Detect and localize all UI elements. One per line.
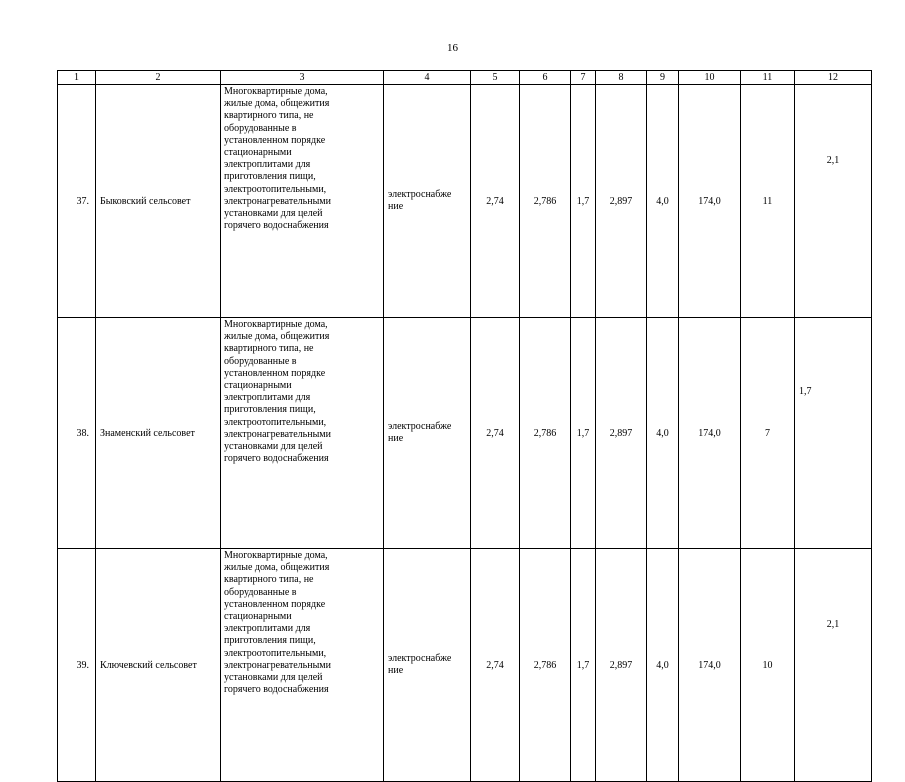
consumer-category bbox=[221, 318, 384, 549]
header-cell-9: 9 bbox=[647, 71, 679, 85]
cell-col-10: 174,0 bbox=[679, 549, 741, 782]
consumer-category bbox=[221, 549, 384, 782]
cell-col-5: 2,74 bbox=[471, 549, 520, 782]
table-row bbox=[58, 318, 872, 549]
service-line: ние bbox=[388, 201, 404, 212]
cell-col-11: 7 bbox=[741, 318, 795, 549]
desc-line: установками для целей bbox=[224, 672, 323, 684]
desc-line: стационарными bbox=[224, 611, 292, 623]
header-cell-6: 6 bbox=[520, 71, 571, 85]
desc-line: горячего водоснабжения bbox=[224, 220, 329, 232]
desc-line: квартирного типа, не bbox=[224, 343, 314, 355]
header-cell-8: 8 bbox=[596, 71, 647, 85]
desc-line: Многоквартирные дома, bbox=[224, 86, 328, 97]
cell-col-7: 1,7 bbox=[571, 549, 596, 782]
cell-col-6: 2,786 bbox=[520, 85, 571, 318]
desc-line: установленном порядке bbox=[224, 134, 326, 146]
service-line: электроснабже bbox=[388, 421, 452, 432]
header-cell-12: 12 bbox=[795, 71, 872, 85]
desc-line: электроотопительными, bbox=[224, 183, 327, 195]
cell-col-12: 1,7 bbox=[795, 318, 872, 549]
cell-col-5: 2,74 bbox=[471, 318, 520, 549]
desc-line: электронагревательными bbox=[224, 428, 331, 440]
cell-col-6: 2,786 bbox=[520, 318, 571, 549]
desc-line: Многоквартирные дома, bbox=[224, 550, 328, 561]
desc-line: оборудованные в bbox=[224, 355, 297, 367]
desc-line: жилые дома, общежития bbox=[224, 98, 330, 110]
desc-line: приготовления пищи, bbox=[224, 171, 316, 183]
service-type bbox=[384, 318, 471, 549]
cell-col-6: 2,786 bbox=[520, 549, 571, 782]
cell-col-10: 174,0 bbox=[679, 85, 741, 318]
service-type bbox=[384, 549, 471, 782]
header-row bbox=[58, 71, 872, 85]
row-number: 37. bbox=[58, 85, 96, 318]
header-cell-2: 2 bbox=[96, 71, 221, 85]
cell-col-9: 4,0 bbox=[647, 85, 679, 318]
cell-col-9: 4,0 bbox=[647, 549, 679, 782]
desc-line: электронагревательными bbox=[224, 195, 331, 207]
desc-line: электронагревательными bbox=[224, 659, 331, 671]
header-cell-10: 10 bbox=[679, 71, 741, 85]
desc-line: установленном порядке bbox=[224, 598, 326, 610]
row-number: 38. bbox=[58, 318, 96, 549]
desc-line: установками для целей bbox=[224, 441, 323, 453]
cell-col-10: 174,0 bbox=[679, 318, 741, 549]
desc-line: стационарными bbox=[224, 380, 292, 392]
cell-col-12: 2,1 bbox=[795, 549, 872, 782]
table-row bbox=[58, 549, 872, 782]
desc-line: установленном порядке bbox=[224, 367, 326, 379]
cell-col-9: 4,0 bbox=[647, 318, 679, 549]
cell-col-11: 11 bbox=[741, 85, 795, 318]
header-cell-11: 11 bbox=[741, 71, 795, 85]
desc-line: квартирного типа, не bbox=[224, 110, 314, 122]
page-number: 16 bbox=[447, 42, 458, 54]
cell-col-12: 2,1 bbox=[795, 85, 872, 318]
service-line: ние bbox=[388, 433, 404, 444]
header-cell-1: 1 bbox=[58, 71, 96, 85]
consumer-category bbox=[221, 85, 384, 318]
desc-line: электроотопительными, bbox=[224, 416, 327, 428]
cell-col-7: 1,7 bbox=[571, 85, 596, 318]
desc-line: горячего водоснабжения bbox=[224, 684, 329, 696]
desc-line: стационарными bbox=[224, 147, 292, 159]
desc-line: оборудованные в bbox=[224, 586, 297, 598]
cell-col-8: 2,897 bbox=[596, 318, 647, 549]
service-line: электроснабже bbox=[388, 189, 452, 200]
desc-line: жилые дома, общежития bbox=[224, 562, 330, 574]
header-cell-4: 4 bbox=[384, 71, 471, 85]
tariff-table bbox=[57, 70, 872, 782]
header-cell-5: 5 bbox=[471, 71, 520, 85]
service-type bbox=[384, 85, 471, 318]
desc-line: оборудованные в bbox=[224, 122, 297, 134]
row-number: 39. bbox=[58, 549, 96, 782]
desc-line: квартирного типа, не bbox=[224, 574, 314, 586]
table-row bbox=[58, 85, 872, 318]
desc-line: приготовления пищи, bbox=[224, 635, 316, 647]
cell-col-11: 10 bbox=[741, 549, 795, 782]
cell-col-8: 2,897 bbox=[596, 549, 647, 782]
desc-line: электроплитами для bbox=[224, 392, 311, 404]
cell-col-5: 2,74 bbox=[471, 85, 520, 318]
service-line: ние bbox=[388, 665, 404, 676]
desc-line: жилые дома, общежития bbox=[224, 331, 330, 343]
desc-line: электроплитами для bbox=[224, 159, 311, 171]
desc-line: Многоквартирные дома, bbox=[224, 319, 328, 330]
service-line: электроснабже bbox=[388, 653, 452, 664]
cell-col-8: 2,897 bbox=[596, 85, 647, 318]
header-cell-3: 3 bbox=[221, 71, 384, 85]
desc-line: электроплитами для bbox=[224, 623, 311, 635]
header-cell-7: 7 bbox=[571, 71, 596, 85]
desc-line: горячего водоснабжения bbox=[224, 453, 329, 465]
desc-line: приготовления пищи, bbox=[224, 404, 316, 416]
settlement-name: Ключевский сельсовет bbox=[96, 549, 221, 782]
cell-col-7: 1,7 bbox=[571, 318, 596, 549]
desc-line: электроотопительными, bbox=[224, 647, 327, 659]
desc-line: установками для целей bbox=[224, 208, 323, 220]
settlement-name: Знаменский сельсовет bbox=[96, 318, 221, 549]
settlement-name: Быковский сельсовет bbox=[96, 85, 221, 318]
